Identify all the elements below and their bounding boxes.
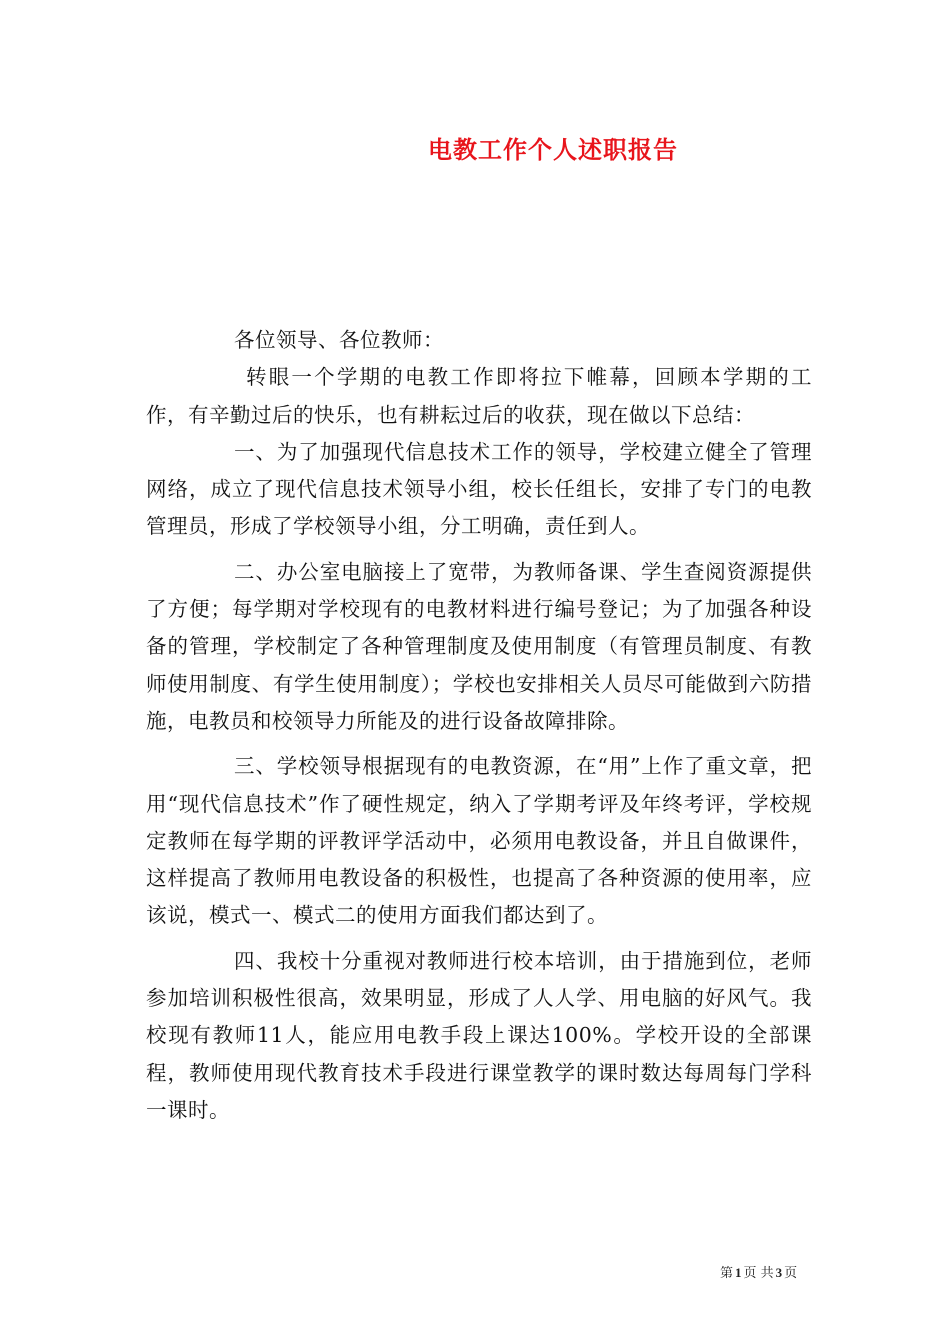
paragraph-intro: 转眼一个学期的电教工作即将拉下帷幕，回顾本学期的工作，有辛勤过后的快乐，也有耕耘过后的收获，现在做以下总结： <box>146 365 812 427</box>
paragraph-section-3: 三、学校领导根据现有的电教资源，在“用”上作了重文章，把用“现代信息技术”作了硬性规定，纳入了学期考评及年终考评，学校规定教师在每学期的评教评学活动中，必须用电教设备，并且自做课件，这样提高了教师用电教设备的积极性，也提高了各种资源的使用率，应该说，模式一、模式二的使用方面我们都达到了。 <box>146 754 812 928</box>
footer-prefix: 第 <box>720 1266 734 1281</box>
footer-total-pages: 3 <box>775 1265 783 1280</box>
document-title: 电教工作个人述职报告 <box>428 135 678 164</box>
page-footer <box>720 1262 797 1281</box>
footer-current-page: 1 <box>735 1265 742 1280</box>
paragraph-section-2: 二、办公室电脑接上了宽带，为教师备课、学生查阅资源提供了方便；每学期对学校现有的电教材料进行编号登记；为了加强各种设备的管理，学校制定了各种管理制度及使用制度（有管理员制度、有教师使用制度、有学生使用制度）；学校也安排相关人员尽可能做到六防措施，电教员和校领导力所能及的进行设备故障排除。 <box>146 559 812 733</box>
paragraph-section-1: 一、为了加强现代信息技术工作的领导，学校建立健全了管理网络，成立了现代信息技术领导小组，校长任组长，安排了专门的电教管理员，形成了学校领导小组，分工明确，责任到人。 <box>146 439 812 539</box>
paragraph-section-4: 四、我校十分重视对教师进行校本培训，由于措施到位，老师参加培训积极性很高，效果明显，形成了人人学、用电脑的好风气。我校现有教师11人，能应用电教手段上课达100%。学校开设的全部课程，教师使用现代教育技术手段进行课堂教学的课时数达每周每门学科一课时。 <box>146 948 812 1122</box>
salutation: 各位领导、各位教师： <box>234 328 444 352</box>
document-body <box>146 322 812 1129</box>
footer-suffix: 页 <box>784 1266 798 1281</box>
footer-middle: 页 共 <box>743 1266 774 1281</box>
